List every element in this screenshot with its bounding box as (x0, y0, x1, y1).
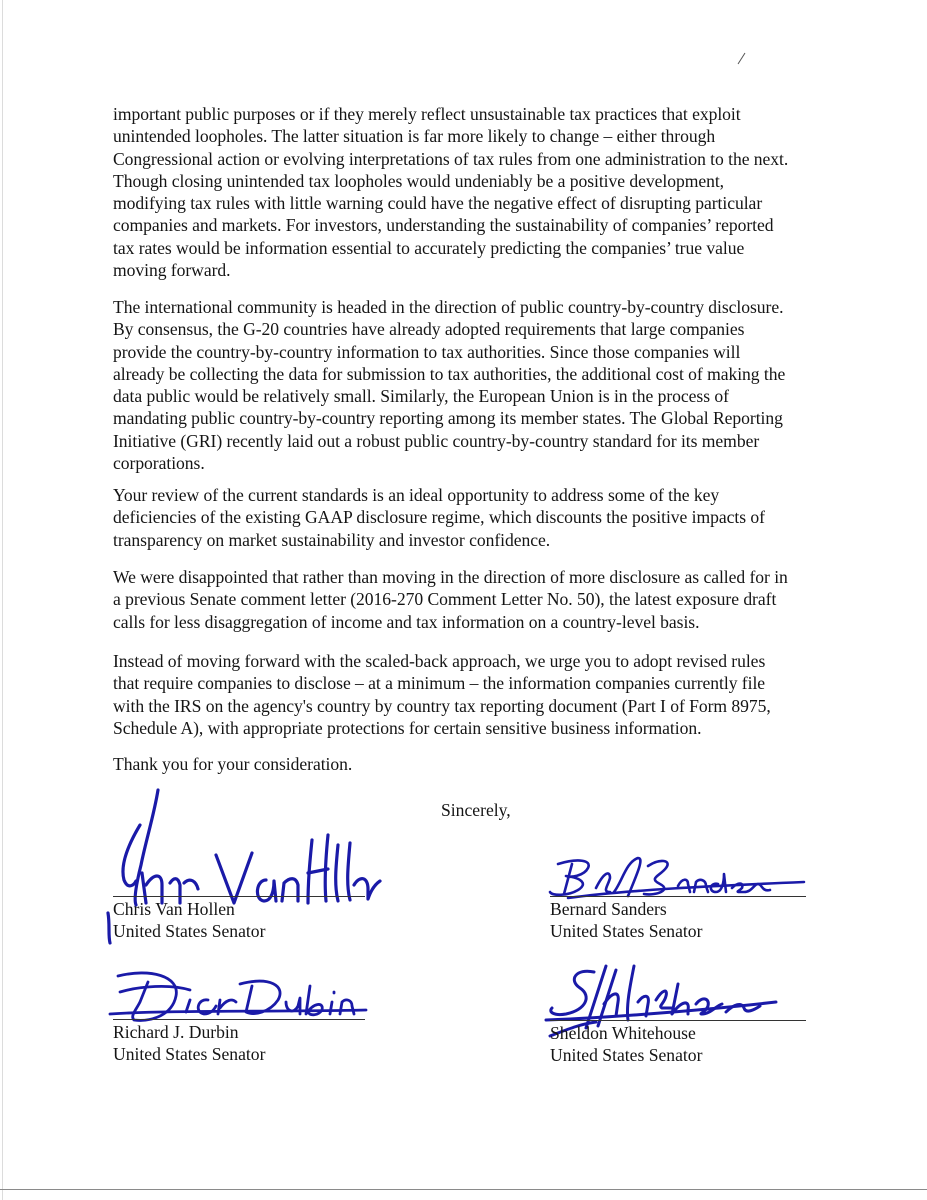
text-line: already be collecting the data for submission to tax authorities, the additional cost of making the (113, 363, 786, 384)
text-line: transparency on market sustainability and investor confidence. (113, 529, 551, 550)
paragraph-5 (113, 650, 833, 739)
signature-line (550, 896, 806, 897)
text-line: deficiencies of the existing GAAP disclosure regime, which discounts the positive impacts of (113, 507, 765, 528)
signatory-name: Bernard Sanders (550, 899, 667, 919)
text-line: Though closing unintended tax loopholes would undeniably be a positive development, (113, 170, 725, 191)
scan-edge (2, 0, 3, 1200)
text-line: calls for less disaggregation of income and tax information on a country-level basis. (113, 611, 700, 632)
paragraph-4 (113, 566, 833, 633)
text-line: mandating public country-by-country reporting among its member states. The Global Reporting (113, 408, 783, 429)
signature-line (113, 1019, 365, 1020)
text-line: Schedule A), with appropriate protections for certain sensitive business information. (113, 717, 702, 738)
text-line: companies and markets. For investors, understanding the sustainability of companies’ reported (113, 215, 774, 236)
text-line: tax rates would be information essential to accurately predicting the companies’ true value (113, 237, 745, 258)
text-line: By consensus, the G-20 countries have already adopted requirements that large companies (113, 319, 745, 340)
text-line: Congressional action or evolving interpretations of tax rules from one administration to the next. (113, 148, 789, 169)
text-line: provide the country-by-country information to tax authorities. Since those companies will (113, 341, 741, 362)
signatory-title: United States Senator (550, 921, 703, 941)
paragraph-2 (113, 296, 833, 474)
signatory-title: United States Senator (113, 1044, 266, 1064)
text-line: moving forward. (113, 260, 231, 281)
text-line: Thank you for your consideration. (113, 754, 353, 774)
pen-mark (736, 50, 748, 66)
signatory-name: Chris Van Hollen (113, 899, 235, 919)
text-line: corporations. (113, 453, 205, 474)
signatory-name: Sheldon Whitehouse (550, 1023, 696, 1043)
signatory-title: United States Senator (113, 921, 266, 941)
paragraph-6 (113, 753, 833, 775)
text-line: modifying tax rules with little warning could have the negative effect of disrupting particular (113, 193, 763, 214)
text-line: that require companies to disclose – at a minimum – the information companies currently file (113, 673, 766, 694)
text-line: Your review of the current standards is an ideal opportunity to address some of the key (113, 485, 720, 505)
text-line: important public purposes or if they merely reflect unsustainable tax practices that exploit (113, 104, 741, 124)
signatory-name: Richard J. Durbin (113, 1022, 239, 1042)
paragraph-1 (113, 103, 833, 281)
text-line: Initiative (GRI) recently laid out a robust public country-by-country standard for its member (113, 430, 760, 451)
closing: Sincerely, (441, 800, 511, 820)
text-line: Instead of moving forward with the scaled-back approach, we urge you to adopt revised rules (113, 651, 766, 671)
text-line: data public would be relatively small. Similarly, the European Union is in the process of (113, 386, 729, 407)
page-bottom-edge (0, 1189, 927, 1190)
text-line: unintended loopholes. The latter situation is far more likely to change – either through (113, 126, 716, 147)
signatory-title: United States Senator (550, 1045, 703, 1065)
text-line: with the IRS on the agency's country by country tax reporting document (Part I of Form 8975, (113, 695, 771, 716)
text-line: The international community is headed in the direction of public country-by-country disclosure. (113, 297, 784, 317)
signature-line (113, 896, 365, 897)
signature-line (550, 1020, 806, 1021)
text-line: We were disappointed that rather than moving in the direction of more disclosure as called for in (113, 567, 788, 587)
text-line: a previous Senate comment letter (2016-270 Comment Letter No. 50), the latest exposure draft (113, 589, 777, 610)
paragraph-3 (113, 484, 833, 551)
